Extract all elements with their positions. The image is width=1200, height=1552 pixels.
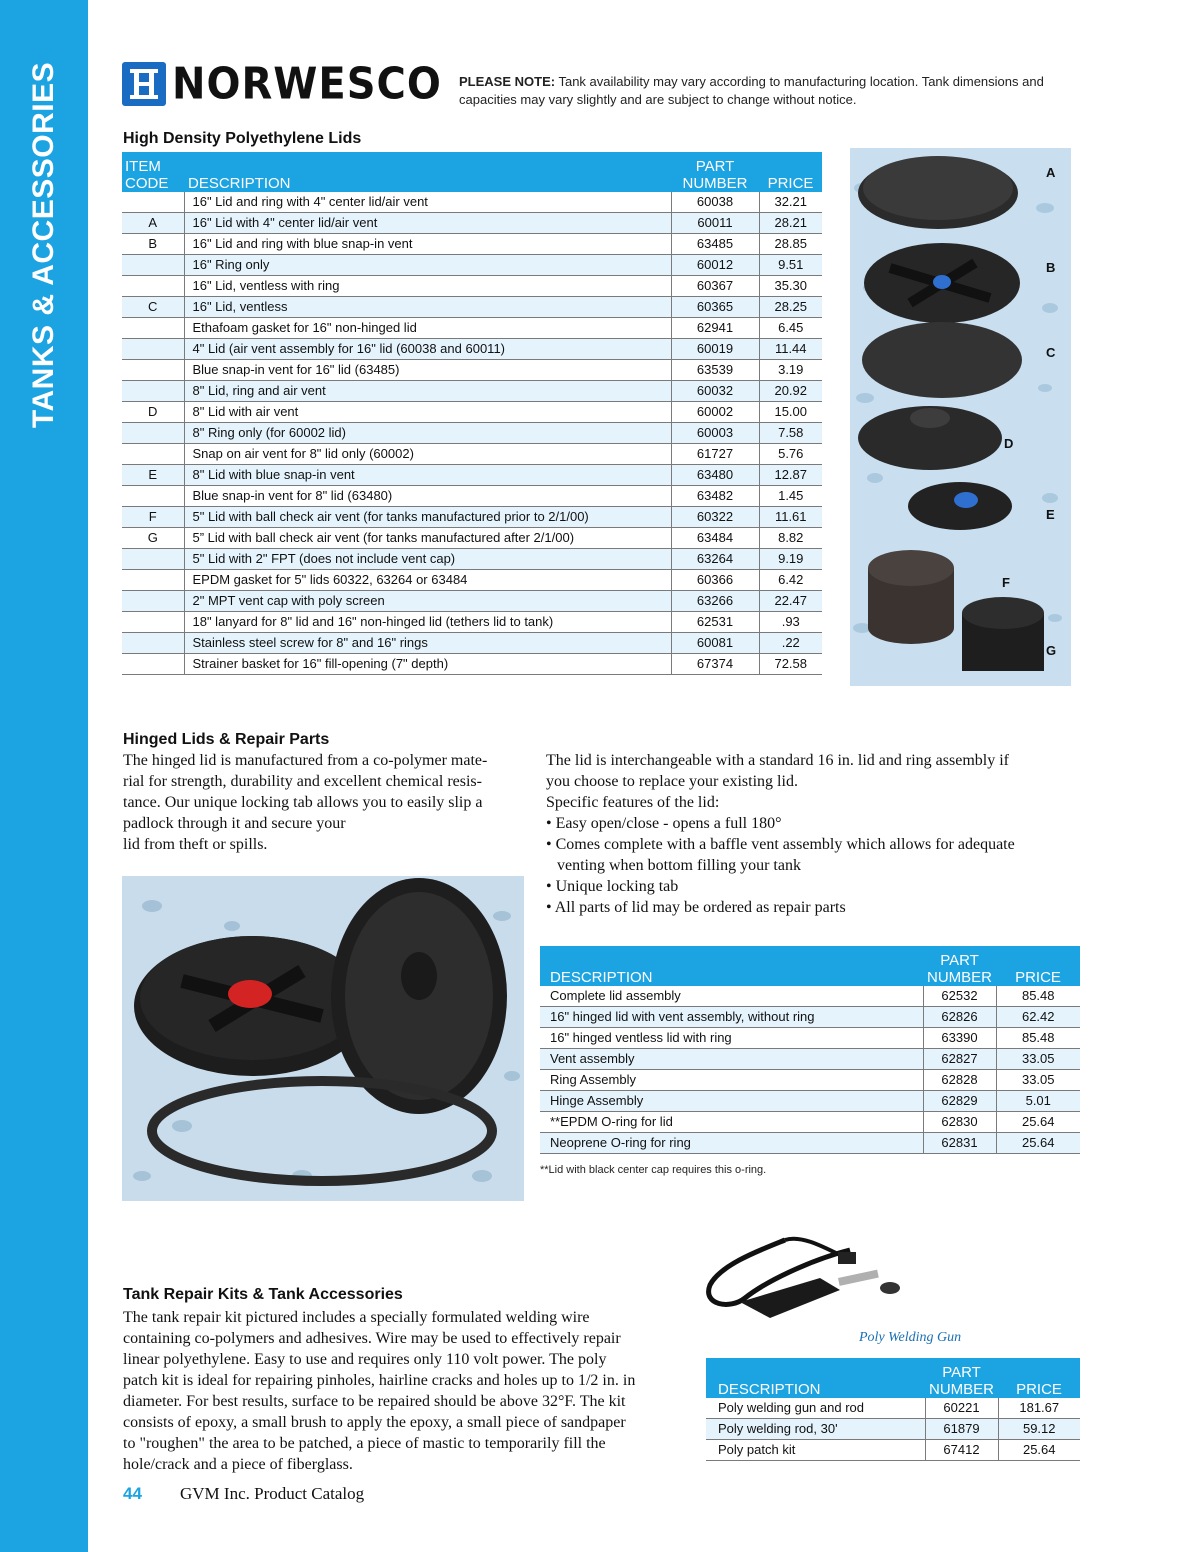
part-number-cell: 63482 bbox=[671, 486, 759, 507]
table-row bbox=[540, 986, 1080, 1007]
table-row bbox=[706, 1440, 1080, 1461]
description-cell: 5” Lid with ball check air vent (for tanks manufactured after 2/1/00) bbox=[184, 528, 671, 549]
price-cell: 11.61 bbox=[759, 507, 822, 528]
part-number-cell: 62531 bbox=[671, 612, 759, 633]
table-row bbox=[122, 213, 822, 234]
table-row bbox=[122, 591, 822, 612]
text-line: you choose to replace your existing lid. bbox=[546, 773, 798, 790]
text-line: The tank repair kit pictured includes a specially formulated welding wire bbox=[123, 1309, 590, 1326]
norwesco-logo bbox=[122, 58, 447, 110]
part-number-cell: 60366 bbox=[671, 570, 759, 591]
repair-header-price: PRICE bbox=[998, 1358, 1080, 1398]
lids-photo-image bbox=[850, 148, 1071, 686]
part-number-cell: 63390 bbox=[923, 1028, 996, 1049]
photo-label-c: C bbox=[1046, 345, 1056, 360]
part-number-cell: 60011 bbox=[671, 213, 759, 234]
part-number-cell: 60032 bbox=[671, 381, 759, 402]
item-code-cell bbox=[122, 255, 184, 276]
table-row bbox=[540, 1133, 1080, 1154]
price-cell: 85.48 bbox=[996, 986, 1080, 1007]
description-cell: 8" Lid with blue snap-in vent bbox=[184, 465, 671, 486]
description-cell: 16" Ring only bbox=[184, 255, 671, 276]
table-row bbox=[122, 570, 822, 591]
description-cell: 16" Lid, ventless with ring bbox=[184, 276, 671, 297]
photo-label-g: G bbox=[1046, 643, 1057, 658]
part-number-cell: 60002 bbox=[671, 402, 759, 423]
description-cell: Vent assembly bbox=[540, 1049, 923, 1070]
item-code-cell bbox=[122, 486, 184, 507]
repair-kits-table bbox=[706, 1358, 1080, 1461]
description-cell: Blue snap-in vent for 16" lid (63485) bbox=[184, 360, 671, 381]
text-line: padlock through it and secure your bbox=[123, 815, 346, 832]
description-cell: Poly welding rod, 30' bbox=[706, 1419, 925, 1440]
price-cell: 6.42 bbox=[759, 570, 822, 591]
price-cell: 25.64 bbox=[996, 1133, 1080, 1154]
table-row bbox=[122, 612, 822, 633]
price-cell: 25.64 bbox=[998, 1440, 1080, 1461]
part-number-cell: 60038 bbox=[671, 192, 759, 213]
price-cell: 35.30 bbox=[759, 276, 822, 297]
hinged-footnote: **Lid with black center cap requires this o-ring. bbox=[540, 1164, 767, 1176]
text-line: diameter. For best results, surface to be repaired should be above 32°F. The kit bbox=[123, 1393, 626, 1410]
price-cell: 1.45 bbox=[759, 486, 822, 507]
description-cell: 8" Ring only (for 60002 lid) bbox=[184, 423, 671, 444]
description-cell: 18" lanyard for 8" lid and 16" non-hinged lid (tethers lid to tank) bbox=[184, 612, 671, 633]
hinged-header-description: DESCRIPTION bbox=[540, 946, 923, 986]
item-code-cell bbox=[122, 276, 184, 297]
description-cell: 2" MPT vent cap with poly screen bbox=[184, 591, 671, 612]
poly-welding-gun-caption: Poly Welding Gun bbox=[859, 1330, 962, 1345]
text-line: • All parts of lid may be ordered as repair parts bbox=[546, 899, 846, 916]
item-code-cell: C bbox=[122, 297, 184, 318]
price-cell: 11.44 bbox=[759, 339, 822, 360]
table-row bbox=[122, 381, 822, 402]
part-number-cell: 67374 bbox=[671, 654, 759, 675]
photo-label-f: F bbox=[1002, 575, 1010, 590]
table-row bbox=[540, 1028, 1080, 1049]
description-cell: 16" Lid and ring with 4" center lid/air vent bbox=[184, 192, 671, 213]
part-number-cell: 60019 bbox=[671, 339, 759, 360]
poly-welding-gun-image bbox=[700, 1230, 940, 1325]
hinged-parts-table bbox=[540, 946, 1080, 1154]
item-code-cell bbox=[122, 444, 184, 465]
description-cell: Ethafoam gasket for 16" non-hinged lid bbox=[184, 318, 671, 339]
price-cell: 62.42 bbox=[996, 1007, 1080, 1028]
table-row bbox=[540, 1112, 1080, 1133]
description-cell: EPDM gasket for 5" lids 60322, 63264 or 63484 bbox=[184, 570, 671, 591]
hinged-section-title: Hinged Lids & Repair Parts bbox=[123, 731, 330, 748]
availability-note bbox=[459, 73, 1069, 109]
brand-name: NORWESCO bbox=[172, 58, 442, 110]
description-cell: Complete lid assembly bbox=[540, 986, 923, 1007]
text-line: lid from theft or spills. bbox=[123, 836, 268, 853]
price-cell: 25.64 bbox=[996, 1112, 1080, 1133]
item-code-cell: A bbox=[122, 213, 184, 234]
table-row bbox=[122, 486, 822, 507]
item-code-cell: F bbox=[122, 507, 184, 528]
side-tab bbox=[0, 0, 88, 1552]
description-cell: 16" Lid with 4" center lid/air vent bbox=[184, 213, 671, 234]
item-code-cell bbox=[122, 633, 184, 654]
poly-welding-gun-photo bbox=[700, 1230, 940, 1325]
price-cell: 9.19 bbox=[759, 549, 822, 570]
part-number-cell: 60003 bbox=[671, 423, 759, 444]
catalog-name: GVM Inc. Product Catalog bbox=[180, 1484, 365, 1503]
part-number-cell: 60012 bbox=[671, 255, 759, 276]
hinged-header-price: PRICE bbox=[996, 946, 1080, 986]
price-cell: 20.92 bbox=[759, 381, 822, 402]
table-row bbox=[122, 528, 822, 549]
description-cell: Stainless steel screw for 8" and 16" rings bbox=[184, 633, 671, 654]
part-number-cell: 62828 bbox=[923, 1070, 996, 1091]
price-cell: 6.45 bbox=[759, 318, 822, 339]
price-cell: 181.67 bbox=[998, 1398, 1080, 1419]
hinged-lid-photo bbox=[122, 876, 524, 1201]
price-cell: 33.05 bbox=[996, 1070, 1080, 1091]
item-code-cell: D bbox=[122, 402, 184, 423]
item-code-cell bbox=[122, 654, 184, 675]
text-line: linear polyethylene. Easy to use and requires only 110 volt power. The poly bbox=[123, 1351, 607, 1368]
page-number: 44 bbox=[123, 1484, 142, 1503]
item-code-cell bbox=[122, 360, 184, 381]
lids-table bbox=[122, 152, 822, 675]
description-cell: 5" Lid with ball check air vent (for tanks manufactured prior to 2/1/00) bbox=[184, 507, 671, 528]
price-cell: 72.58 bbox=[759, 654, 822, 675]
lids-header-price: PRICE bbox=[759, 152, 822, 192]
text-line: • Easy open/close - opens a full 180° bbox=[546, 815, 782, 832]
item-code-cell bbox=[122, 591, 184, 612]
photo-label-a: A bbox=[1046, 165, 1056, 180]
photo-label-b: B bbox=[1046, 260, 1056, 275]
price-cell: 5.01 bbox=[996, 1091, 1080, 1112]
table-row bbox=[540, 1091, 1080, 1112]
price-cell: 28.21 bbox=[759, 213, 822, 234]
price-cell: 32.21 bbox=[759, 192, 822, 213]
description-cell: Strainer basket for 16" fill-opening (7" depth) bbox=[184, 654, 671, 675]
hinged-lid-photo-image bbox=[122, 876, 524, 1201]
part-number-cell: 62826 bbox=[923, 1007, 996, 1028]
item-code-cell bbox=[122, 318, 184, 339]
text-line: venting when bottom filling your tank bbox=[557, 857, 801, 874]
text-line: consists of epoxy, a small brush to apply the epoxy, a small piece of sandpaper bbox=[123, 1414, 626, 1431]
text-line: containing co-polymers and adhesives. Wire may be used to effectively repair bbox=[123, 1330, 621, 1347]
item-code-cell: B bbox=[122, 234, 184, 255]
description-cell: 16" Lid, ventless bbox=[184, 297, 671, 318]
table-row bbox=[122, 633, 822, 654]
part-number-cell: 62941 bbox=[671, 318, 759, 339]
price-cell: 28.85 bbox=[759, 234, 822, 255]
part-number-cell: 62827 bbox=[923, 1049, 996, 1070]
part-number-cell: 62532 bbox=[923, 986, 996, 1007]
text-line: patch kit is ideal for repairing pinholes, hairline cracks and holes up to 1/2 in. in bbox=[123, 1372, 636, 1389]
price-cell: 5.76 bbox=[759, 444, 822, 465]
description-cell: 16" hinged lid with vent assembly, without ring bbox=[540, 1007, 923, 1028]
text-line: • Unique locking tab bbox=[546, 878, 679, 895]
description-cell: 8" Lid with air vent bbox=[184, 402, 671, 423]
lids-header-code: ITEM CODE bbox=[122, 152, 184, 192]
price-cell: .22 bbox=[759, 633, 822, 654]
item-code-cell: G bbox=[122, 528, 184, 549]
part-number-cell: 67412 bbox=[925, 1440, 998, 1461]
part-number-cell: 62829 bbox=[923, 1091, 996, 1112]
norwesco-logo-icon bbox=[122, 62, 166, 106]
description-cell: 4" Lid (air vent assembly for 16" lid (60038 and 60011) bbox=[184, 339, 671, 360]
description-cell: Hinge Assembly bbox=[540, 1091, 923, 1112]
price-cell: 3.19 bbox=[759, 360, 822, 381]
table-row bbox=[122, 192, 822, 213]
price-cell: 7.58 bbox=[759, 423, 822, 444]
lids-section-title: High Density Polyethylene Lids bbox=[123, 130, 362, 147]
description-cell: 16" hinged ventless lid with ring bbox=[540, 1028, 923, 1049]
part-number-cell: 60367 bbox=[671, 276, 759, 297]
table-row bbox=[122, 339, 822, 360]
table-row bbox=[122, 654, 822, 675]
text-line: tance. Our unique locking tab allows you to easily slip a bbox=[123, 794, 483, 811]
lids-photo bbox=[850, 148, 1071, 686]
part-number-cell: 60322 bbox=[671, 507, 759, 528]
part-number-cell: 61727 bbox=[671, 444, 759, 465]
part-number-cell: 60365 bbox=[671, 297, 759, 318]
description-cell: Poly welding gun and rod bbox=[706, 1398, 925, 1419]
text-line: • Comes complete with a baffle vent assembly which allows for adequate bbox=[546, 836, 1015, 853]
table-row bbox=[122, 360, 822, 381]
description-cell: 5" Lid with 2" FPT (does not include vent cap) bbox=[184, 549, 671, 570]
hinged-intro bbox=[123, 750, 523, 855]
side-tab-title: TANKS & ACCESSORIES bbox=[27, 61, 60, 429]
item-code-cell bbox=[122, 339, 184, 360]
part-number-cell: 62830 bbox=[923, 1112, 996, 1133]
table-row bbox=[706, 1419, 1080, 1440]
description-cell: Poly patch kit bbox=[706, 1440, 925, 1461]
part-number-cell: 60221 bbox=[925, 1398, 998, 1419]
description-cell: Neoprene O-ring for ring bbox=[540, 1133, 923, 1154]
price-cell: 85.48 bbox=[996, 1028, 1080, 1049]
text-line: hole/crack and a piece of fiberglass. bbox=[123, 1456, 353, 1473]
item-code-cell bbox=[122, 381, 184, 402]
table-row bbox=[540, 1049, 1080, 1070]
table-row bbox=[540, 1070, 1080, 1091]
part-number-cell: 62831 bbox=[923, 1133, 996, 1154]
photo-label-e: E bbox=[1046, 507, 1055, 522]
text-line: The lid is interchangeable with a standard 16 in. lid and ring assembly if bbox=[546, 752, 1009, 769]
price-cell: 59.12 bbox=[998, 1419, 1080, 1440]
price-cell: 22.47 bbox=[759, 591, 822, 612]
part-number-cell: 63485 bbox=[671, 234, 759, 255]
table-row bbox=[122, 507, 822, 528]
price-cell: .93 bbox=[759, 612, 822, 633]
price-cell: 15.00 bbox=[759, 402, 822, 423]
price-cell: 8.82 bbox=[759, 528, 822, 549]
text-line: The hinged lid is manufactured from a co-polymer mate- bbox=[123, 752, 488, 769]
hinged-features bbox=[546, 750, 1086, 918]
repair-section-title: Tank Repair Kits & Tank Accessories bbox=[123, 1286, 403, 1303]
item-code-cell bbox=[122, 423, 184, 444]
item-code-cell bbox=[122, 570, 184, 591]
photo-label-d: D bbox=[1004, 436, 1014, 451]
table-row bbox=[122, 465, 822, 486]
description-cell: 16" Lid and ring with blue snap-in vent bbox=[184, 234, 671, 255]
table-row bbox=[122, 255, 822, 276]
description-cell: Ring Assembly bbox=[540, 1070, 923, 1091]
description-cell: **EPDM O-ring for lid bbox=[540, 1112, 923, 1133]
table-row bbox=[122, 423, 822, 444]
part-number-cell: 63539 bbox=[671, 360, 759, 381]
item-code-cell bbox=[122, 192, 184, 213]
table-row bbox=[122, 444, 822, 465]
part-number-cell: 60081 bbox=[671, 633, 759, 654]
table-row bbox=[122, 276, 822, 297]
table-row bbox=[122, 318, 822, 339]
repair-header-description: DESCRIPTION bbox=[706, 1358, 925, 1398]
description-cell: Snap on air vent for 8" lid only (60002) bbox=[184, 444, 671, 465]
table-row bbox=[122, 549, 822, 570]
description-cell: 8" Lid, ring and air vent bbox=[184, 381, 671, 402]
part-number-cell: 63480 bbox=[671, 465, 759, 486]
table-row bbox=[122, 234, 822, 255]
item-code-cell: E bbox=[122, 465, 184, 486]
text-line: Specific features of the lid: bbox=[546, 794, 720, 811]
table-row bbox=[122, 402, 822, 423]
table-row bbox=[706, 1398, 1080, 1419]
note-text: Tank availability may vary according to manufacturing location. Tank dimensions and capacities may vary slightly and are subject to change without notice. bbox=[459, 74, 1044, 107]
repair-description bbox=[123, 1307, 683, 1475]
lids-header-description: DESCRIPTION bbox=[184, 152, 671, 192]
table-row bbox=[540, 1007, 1080, 1028]
lids-header-part: PART NUMBER bbox=[671, 152, 759, 192]
table-row bbox=[122, 297, 822, 318]
part-number-cell: 63266 bbox=[671, 591, 759, 612]
part-number-cell: 63484 bbox=[671, 528, 759, 549]
text-line: to "roughen" the area to be patched, a piece of mastic to temporarily fill the bbox=[123, 1435, 606, 1452]
price-cell: 33.05 bbox=[996, 1049, 1080, 1070]
price-cell: 28.25 bbox=[759, 297, 822, 318]
note-label: PLEASE NOTE: bbox=[459, 74, 556, 89]
price-cell: 12.87 bbox=[759, 465, 822, 486]
part-number-cell: 63264 bbox=[671, 549, 759, 570]
hinged-header-part: PART NUMBER bbox=[923, 946, 996, 986]
item-code-cell bbox=[122, 612, 184, 633]
repair-header-part: PART NUMBER bbox=[925, 1358, 998, 1398]
description-cell: Blue snap-in vent for 8" lid (63480) bbox=[184, 486, 671, 507]
item-code-cell bbox=[122, 549, 184, 570]
price-cell: 9.51 bbox=[759, 255, 822, 276]
part-number-cell: 61879 bbox=[925, 1419, 998, 1440]
text-line: rial for strength, durability and excellent chemical resis- bbox=[123, 773, 482, 790]
